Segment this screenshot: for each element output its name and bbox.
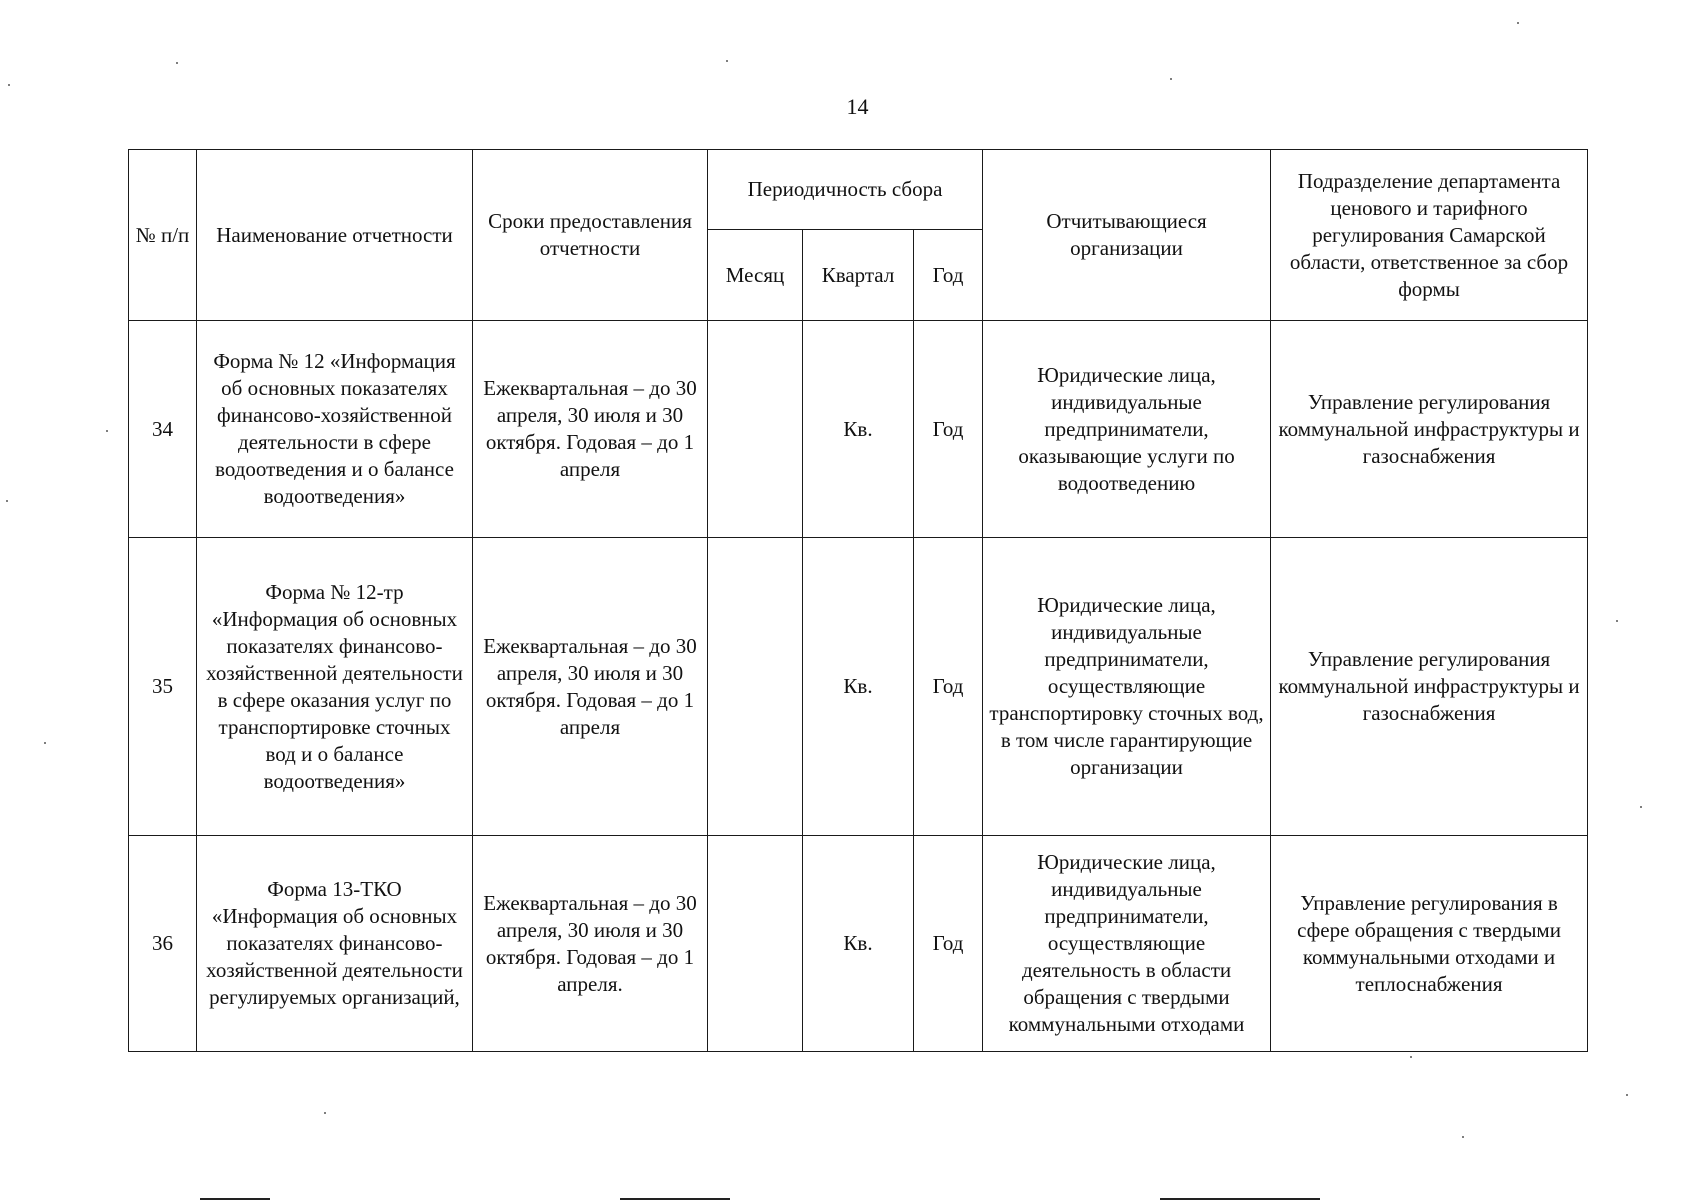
row-orgs: Юридические лица, индивидуальные предприниматели, осуществляющие деятельность в области обращения с твердыми коммунальными отходами — [983, 836, 1271, 1052]
header-division: Подразделение департамента ценового и тарифного регулирования Самарской области, ответственное за сбор формы — [1271, 150, 1588, 321]
header-orgs: Отчитывающиеся организации — [983, 150, 1271, 321]
scan-speck — [324, 1112, 326, 1114]
row-orgs: Юридические лица, индивидуальные предприниматели, осуществляющие транспортировку сточных вод, в том числе гарантирующие организации — [983, 538, 1271, 836]
row-year: Год — [914, 538, 983, 836]
header-deadline: Сроки предоставления отчетности — [473, 150, 708, 321]
row-division: Управление регулирования коммунальной инфраструктуры и газоснабжения — [1271, 538, 1588, 836]
row-deadline: Ежеквартальная – до 30 апреля, 30 июля и 30 октября. Годовая – до 1 апреля. — [473, 836, 708, 1052]
scan-speck — [1626, 1094, 1628, 1096]
row-name: Форма № 12 «Информация об основных показателях финансово-хозяйственной деятельности в сфере водоотведения и о балансе водоотведения» — [197, 321, 473, 538]
row-month — [708, 321, 803, 538]
row-year: Год — [914, 321, 983, 538]
scan-speck — [1170, 78, 1172, 80]
header-row-top — [129, 150, 1588, 230]
row-deadline: Ежеквартальная – до 30 апреля, 30 июля и 30 октября. Годовая – до 1 апреля — [473, 321, 708, 538]
row-quarter: Кв. — [803, 538, 914, 836]
scan-speck — [6, 500, 8, 502]
row-year: Год — [914, 836, 983, 1052]
table-row — [129, 538, 1588, 836]
header-name: Наименование отчетности — [197, 150, 473, 321]
row-month — [708, 836, 803, 1052]
scan-speck — [8, 84, 10, 86]
scan-speck — [1616, 620, 1618, 622]
row-deadline: Ежеквартальная – до 30 апреля, 30 июля и 30 октября. Годовая – до 1 апреля — [473, 538, 708, 836]
page-number: 14 — [846, 94, 869, 119]
row-month — [708, 538, 803, 836]
header-month: Месяц — [708, 230, 803, 321]
reporting-forms-table — [128, 149, 1588, 1052]
scan-speck — [176, 62, 178, 64]
row-num: 34 — [129, 321, 197, 538]
row-quarter: Кв. — [803, 836, 914, 1052]
header-periodicity: Периодичность сбора — [708, 150, 983, 230]
scan-speck — [1462, 1136, 1464, 1138]
row-division: Управление регулирования в сфере обращения с твердыми коммунальными отходами и теплоснабжения — [1271, 836, 1588, 1052]
scan-speck — [44, 742, 46, 744]
scan-speck — [1517, 22, 1519, 24]
row-name: Форма 13-ТКО «Информация об основных показателях финансово-хозяйственной деятельности регулируемых организаций, — [197, 836, 473, 1052]
row-name: Форма № 12-тр «Информация об основных показателях финансово-хозяйственной деятельности в сфере оказания услуг по транспортировке сточных вод и о балансе водоотведения» — [197, 538, 473, 836]
row-orgs: Юридические лица, индивидуальные предприниматели, оказывающие услуги по водоотведению — [983, 321, 1271, 538]
header-quarter: Квартал — [803, 230, 914, 321]
scan-speck — [726, 60, 728, 62]
scan-speck — [106, 430, 108, 432]
row-num: 35 — [129, 538, 197, 836]
row-quarter: Кв. — [803, 321, 914, 538]
row-num: 36 — [129, 836, 197, 1052]
scan-speck — [1640, 806, 1642, 808]
scan-speck — [1410, 1056, 1412, 1058]
table-row — [129, 836, 1588, 1052]
header-num: № п/п — [129, 150, 197, 321]
table-row — [129, 321, 1588, 538]
header-year: Год — [914, 230, 983, 321]
row-division: Управление регулирования коммунальной инфраструктуры и газоснабжения — [1271, 321, 1588, 538]
